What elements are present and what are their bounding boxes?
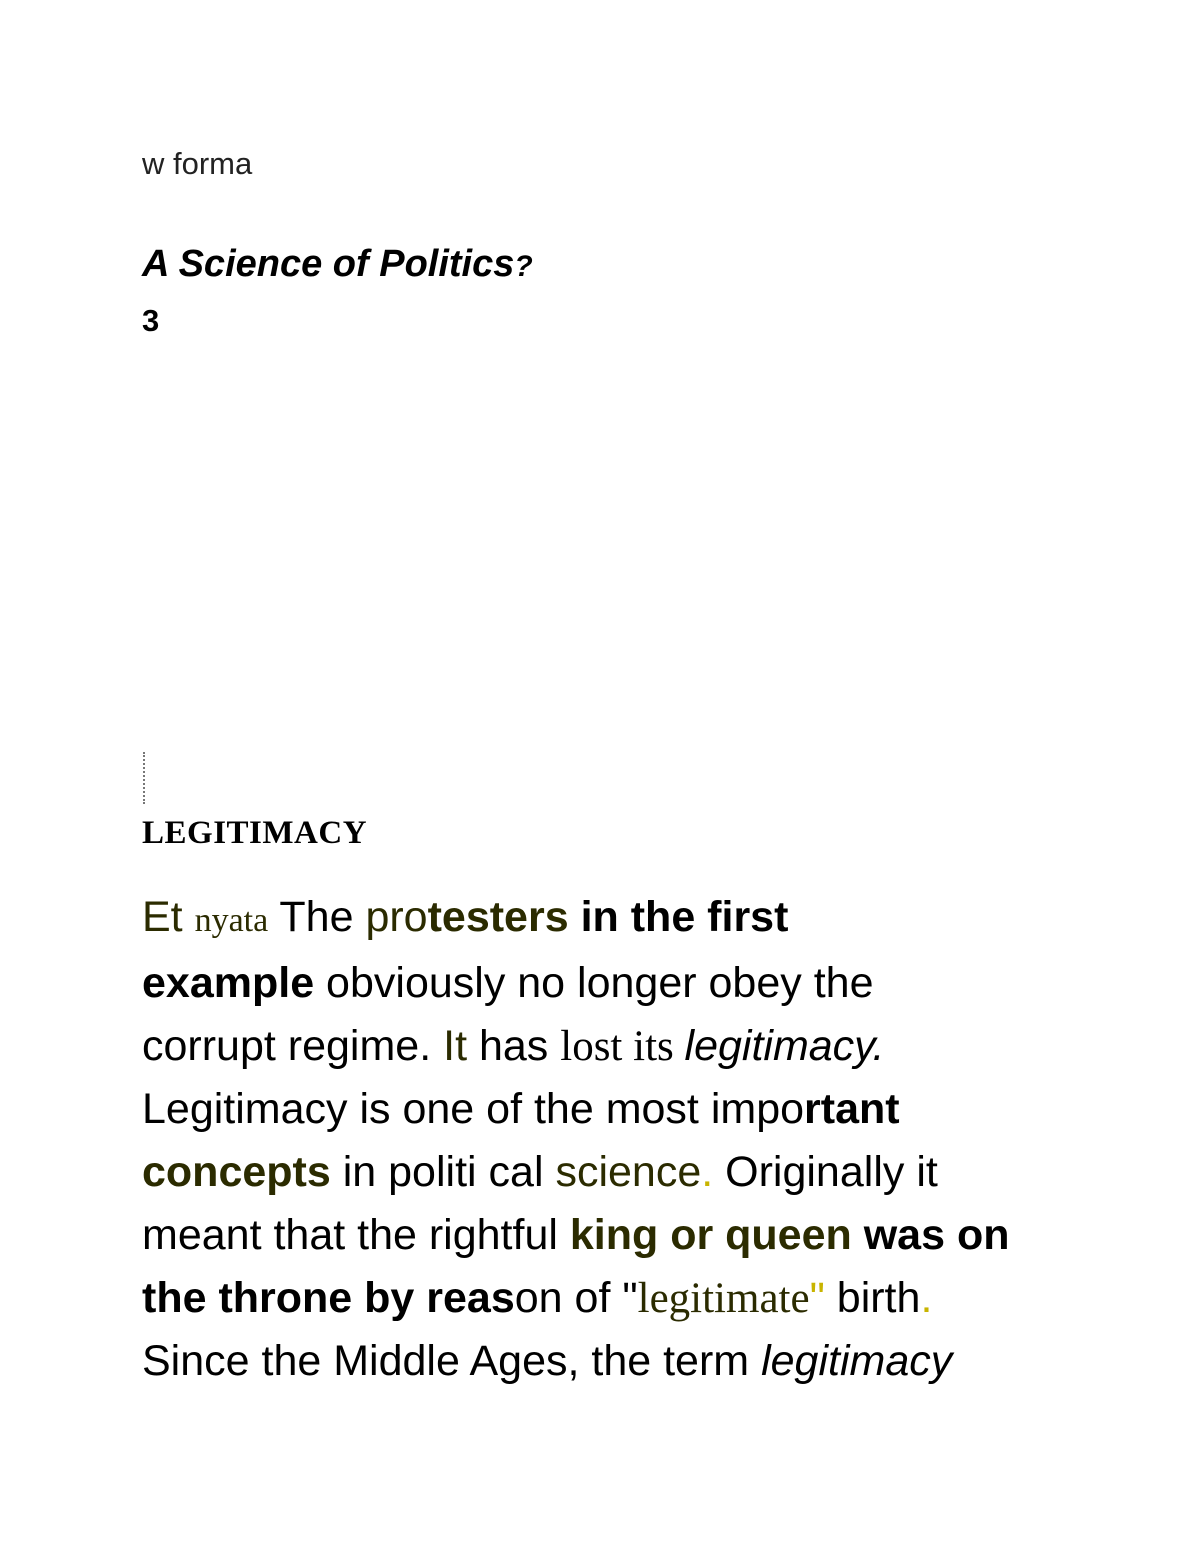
- text-segment: lost its: [560, 1023, 685, 1070]
- text-segment: The: [268, 893, 366, 941]
- text-segment: ": [809, 1274, 825, 1322]
- text-segment: was on: [851, 1211, 1010, 1259]
- text-segment: pro: [365, 893, 428, 941]
- text-segment: corrupt regime.: [142, 1022, 432, 1070]
- page-number: 3: [142, 303, 160, 338]
- text-segment: Originally it: [713, 1148, 938, 1196]
- section-heading: LEGITIMACY: [142, 815, 368, 851]
- text-segment: rtant: [804, 1085, 900, 1133]
- text-segment: It: [431, 1022, 468, 1070]
- text-segment: example: [142, 959, 315, 1007]
- text-segment: on of ": [514, 1274, 638, 1322]
- chapter-title-text: A Science of Politics: [142, 243, 515, 285]
- text-segment: the throne by reas: [142, 1274, 515, 1322]
- text-segment: concepts: [142, 1148, 331, 1196]
- text-segment: nyata: [194, 902, 269, 939]
- text-segment: in politi cal: [330, 1148, 556, 1196]
- text-segment: Legitimacy is one of the most impo: [142, 1085, 805, 1133]
- text-segment: birth: [824, 1274, 921, 1322]
- text-segment: testers: [427, 893, 569, 941]
- text-segment: obviously no longer obey the: [314, 959, 874, 1007]
- text-segment: .: [920, 1274, 933, 1322]
- text-segment: meant that the rightful: [142, 1211, 570, 1259]
- running-header: w forma: [142, 146, 253, 181]
- text-segment: Et: [142, 893, 195, 941]
- divider-dots: [143, 752, 147, 804]
- text-segment: king or queen: [569, 1211, 852, 1259]
- text-segment: Since the Middle Ages, the term: [142, 1337, 762, 1385]
- text-segment: .: [701, 1148, 714, 1196]
- text-segment: science: [555, 1148, 702, 1196]
- chapter-title-mark: ?: [514, 250, 533, 283]
- text-segment: legitimacy: [761, 1337, 953, 1385]
- text-segment: legitimacy.: [684, 1022, 885, 1070]
- text-segment: legitimate: [637, 1275, 810, 1322]
- body-paragraph: [142, 886, 1072, 1393]
- text-segment: in the first: [568, 893, 789, 941]
- chapter-title: [142, 243, 533, 286]
- text-segment: has: [467, 1022, 561, 1070]
